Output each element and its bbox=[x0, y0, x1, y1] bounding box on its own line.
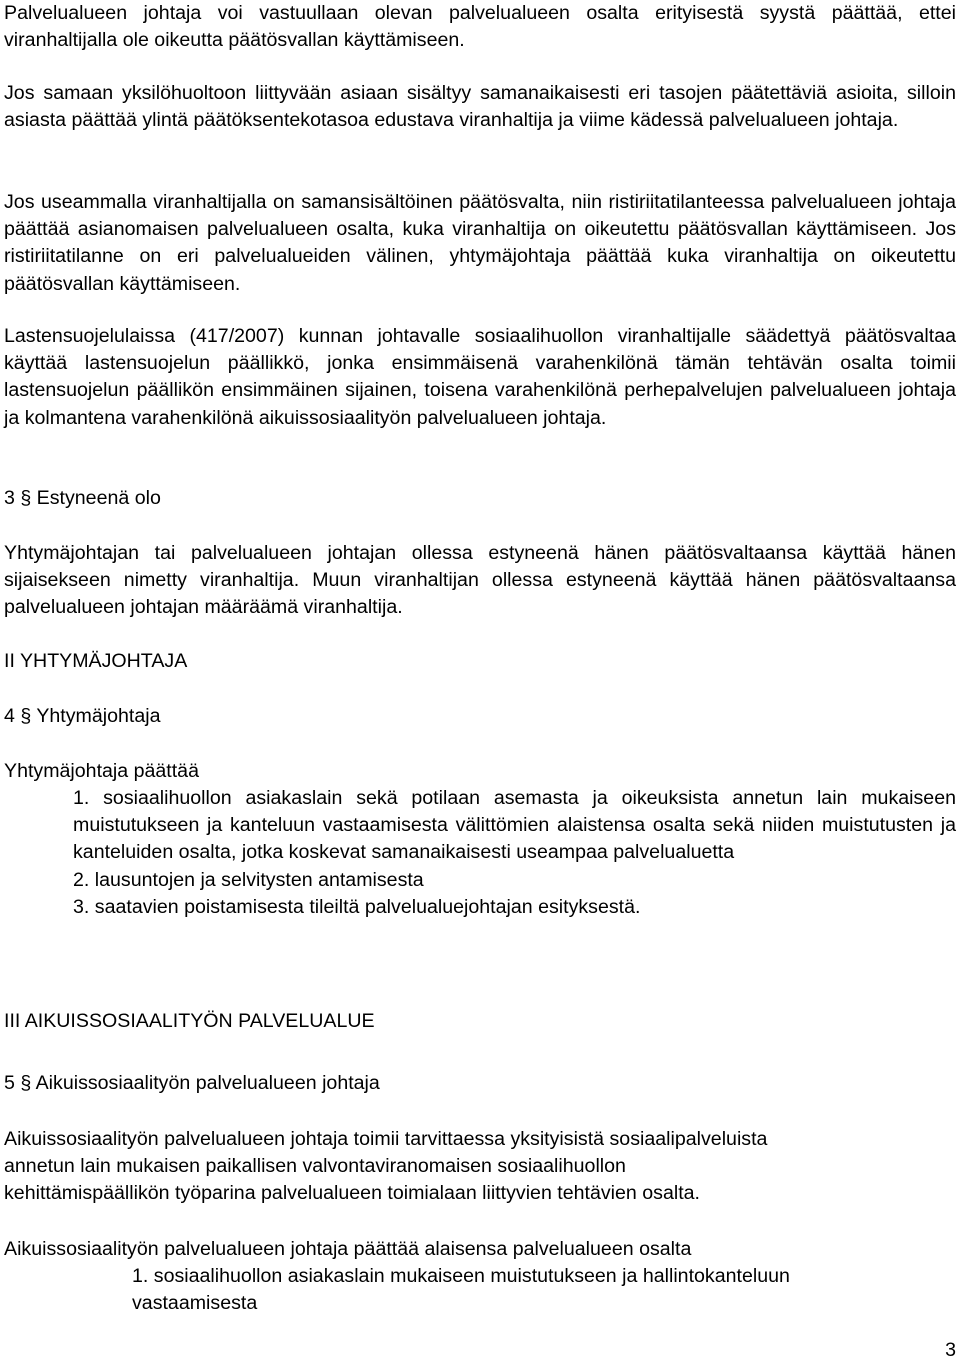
section-4-heading: 4 § Yhtymäjohtaja bbox=[4, 705, 161, 727]
section-5-intro: Aikuissosiaalityön palvelualueen johtaja päättää alaisensa palvelualueen osalta bbox=[4, 1238, 692, 1260]
page-number: 3 bbox=[945, 1338, 956, 1361]
list-item: 2. lausuntojen ja selvitysten antamisesta bbox=[73, 868, 424, 891]
section-5-heading: 5 § Aikuissosiaalityön palvelualueen johtaja bbox=[4, 1072, 380, 1094]
chapter-3-heading: III AIKUISSOSIAALITYÖN PALVELUALUE bbox=[4, 1010, 375, 1032]
paragraph-6-line: annetun lain mukaisen paikallisen valvontaviranomaisen sosiaalihuollon bbox=[4, 1155, 626, 1178]
section-5-list bbox=[4, 1263, 956, 1317]
paragraph-1: Palvelualueen johtaja voi vastuullaan olevan palvelualueen osalta erityisestä syystä päättää, ettei viranhaltijalla ole oikeutta päätösvallan käyttämiseen. bbox=[4, 2, 956, 52]
section-4-intro: Yhtymäjohtaja päättää bbox=[4, 760, 199, 782]
paragraph-3: Jos useammalla viranhaltijalla on samansisältöinen päätösvalta, niin ristiriitatilanteessa palvelualueen johtaja päättää asianomaisen palvelualueen osalta, kuka viranhaltija on oikeutettu päätösvallan käyttämiseen. Jos ristiriitatilanne on eri palvelualueiden välinen, yhtymäjohtaja päättää kuka viranhaltija on oikeutettu päätösvallan käyttämiseen. bbox=[4, 191, 956, 295]
paragraph-5: Yhtymäjohtajan tai palvelualueen johtajan ollessa estyneenä hänen päätösvaltaansa käyttää hänen sijaisekseen nimetty viranhaltija. Muun viranhaltijan ollessa estyneenä käyttää hänen päätösvaltaansa palvelualueen johtajan määräämä viranhaltija. bbox=[4, 542, 956, 619]
paragraph-2: Jos samaan yksilöhuoltoon liittyvään asiaan sisältyy samanaikaisesti eri tasojen päätettäviä asioita, silloin asiasta päättää ylintä päätöksentekotasoa edustava viranhaltija ja viime kädessä palvelualueen johtaja. bbox=[4, 82, 956, 132]
list-item: 3. saatavien poistamisesta tileiltä palvelualuejohtajan esityksestä. bbox=[73, 895, 641, 918]
chapter-2-heading: II YHTYMÄJOHTAJA bbox=[4, 650, 188, 672]
paragraph-4: Lastensuojelulaissa (417/2007) kunnan johtavalle sosiaalihuollon viranhaltijalle säädettyä päätösvaltaa käyttää lastensuojelun päällikkö, jonka ensimmäisenä varahenkilönä tämän tehtävän osalta toimii lastensuojelun päällikön ensimmäinen sijainen, toisena varahenkilönä perhepalvelujen palvelualueen johtaja ja kolmantena varahenkilönä aikuissosiaalityön palvelualueen johtaja. bbox=[4, 325, 956, 429]
paragraph-6-line: Aikuissosiaalityön palvelualueen johtaja toimii tarvittaessa yksityisistä sosiaalipalveluista bbox=[4, 1128, 768, 1150]
list-item: 1. sosiaalihuollon asiakaslain sekä potilaan asemasta ja oikeuksista annetun lain mukaiseen muistutukseen ja kanteluun vastaamisesta välittömien alaistensa osalta sekä niiden muistutusten ja kanteluiden osalta, jotka koskevat samanaikaisesti useampaa palvelualuetta bbox=[73, 787, 956, 864]
section-3-heading: 3 § Estyneenä olo bbox=[4, 487, 161, 509]
section-4-list bbox=[4, 785, 956, 921]
paragraph-6-line: kehittämispäällikön työparina palvelualueen toimialaan liittyvien tehtävien osalta. bbox=[4, 1182, 700, 1205]
paragraph-6 bbox=[4, 1126, 956, 1208]
list-item: 1. sosiaalihuollon asiakaslain mukaiseen muistutukseen ja hallintokanteluun vastaamisesta bbox=[132, 1265, 790, 1315]
